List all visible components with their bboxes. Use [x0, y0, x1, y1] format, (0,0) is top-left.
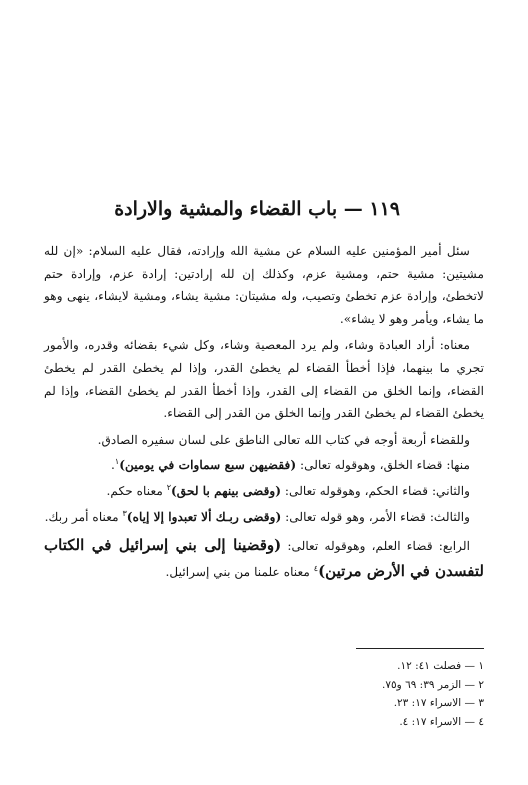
aspect-end: معناه أمر ربك.: [44, 509, 123, 524]
aspect-lead: والثالث: قضاء الأمر، وهو قوله تعالى:: [281, 509, 470, 524]
footnote-1: ١ — فصلت ٤١: ١٢.: [397, 660, 484, 672]
footnote-ref: ٣: [122, 508, 127, 518]
quran-quote: (وقضى ربـك ألا تعبدوا إلا إياه): [126, 509, 282, 524]
aspect-lead: منها: قضاء الخلق، وهوقوله تعالى:: [296, 458, 470, 473]
footnote-ref: ١: [114, 457, 120, 467]
aspect-end: معناه علمنا من بني إسرائيل.: [165, 564, 314, 579]
body-text: [44, 240, 484, 588]
paragraph-four-aspects: وللقضاء أربعة أوجه في كتاب الله تعالى الناطق على لسان سفيره الصادق.: [97, 432, 470, 447]
paragraph-hadith: سئل أمير المؤمنين عليه السلام عن مشية الله وإرادته، فقال عليه السلام: «إن لله مشيتين: مشية حتم، ومشية عزم، وكذلك إن لله إرادتين: إرادة عزم، وإرادة حتم لاتخطئ، وإرادة عزم تخطئ وتصيب، وله مشيتان: مشية يشاء، ومشية لايشاء، ينهى وهو ما يشاء، ويأمر وهو لا يشاء».: [44, 244, 484, 326]
footnote-2: ٢ — الزمر ٣٩: ٦٩ و٧٥.: [382, 678, 484, 691]
aspect-end: .: [111, 458, 115, 473]
footnote-ref: ٢: [166, 483, 172, 492]
chapter-title: ١١٩ — باب القضاء والمشية والارادة: [114, 198, 400, 220]
quran-quote: (وقضى بينهم با لحق): [171, 484, 282, 499]
paragraph-explanation: معناه: أراد العبادة وشاء، ولم يرد المعصية وشاء، وكل شيء بقضائه وقدره، والأمور تجري ما بينهما، فإذا أخطأ القضاء لم يخطئ القدر، وإذا لم يخطئ القدر لم يخطئ القضاء، وإنما الخلق من القضاء إلى القدر، وإذا أخطأ القدر لم يخطئ القضاء، وإذا لم يخطئ القضاء لم يخطئ القدر وإنما الخلق من القدر إلى القضاء.: [44, 338, 484, 421]
footnotes: [120, 657, 484, 731]
aspect-lead: والثاني: قضاء الحكم، وهوقوله تعالى:: [281, 484, 470, 499]
aspect-knowledge: [44, 534, 484, 583]
aspect-lead: الرابع: قضاء العلم، وهوقوله تعالى:: [281, 539, 470, 554]
quran-quote: (وقضينا إلى بني إسرائيل في الكتاب لتفسدن في الأرض مرتين): [44, 536, 484, 580]
aspect-command: [44, 503, 484, 529]
aspect-judgment: [44, 477, 484, 503]
footnote-ref: ٤: [313, 563, 319, 573]
quran-quote: (فقضيهن سبع سماوات في يومين): [119, 458, 297, 473]
aspect-creation: [44, 451, 484, 477]
footnote-4: ٤ — الاسراء ١٧: ٤.: [399, 715, 484, 728]
aspect-end: معناه حكم.: [106, 484, 167, 499]
footnote-3: ٣ — الاسراء ١٧: ٢٣.: [393, 697, 484, 709]
footnote-divider: [356, 648, 484, 649]
